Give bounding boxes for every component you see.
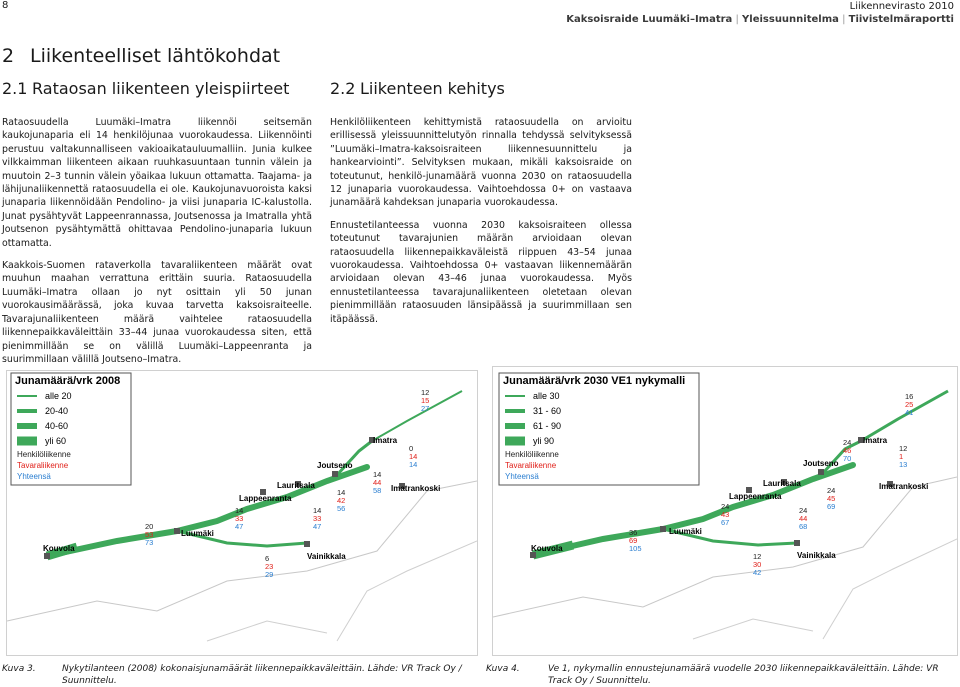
svg-text:42: 42: [753, 568, 762, 577]
svg-text:45: 45: [827, 494, 836, 503]
legend-item: 20-40: [45, 406, 69, 416]
map-title: Junamäärä/vrk 2008: [15, 375, 121, 387]
paragraph: Kaakkois-Suomen rataverkolla tavaraliikenteen määrät ovat muuhun maahan verrattuna erittäin suuria. Rataosuudella Luumäki–Imatra ollaan jo nyt osittain yli 50 junan vuorokausimäärässä, joka kuvaa tarvetta kaksoisraiteelle. Tavarajunaliikenteen määrä vaihtelee rataosuudella liikennepaikkaväleittäin 33–44 junaa vuorokaudessa siten, että pienimmillään se on välillä Luumäki–Lappeenranta ja suurimmillaan välillä Joutseno–Imatra.: [2, 260, 312, 365]
legend-passenger: Henkilöliikenne: [505, 450, 559, 459]
svg-text:46: 46: [843, 446, 852, 455]
svg-text:58: 58: [373, 486, 382, 495]
counts-kouvola-luumaki: [145, 522, 153, 547]
svg-text:41: 41: [905, 408, 914, 417]
place-label: Imatrankoski: [879, 482, 929, 491]
right-column: [330, 116, 632, 335]
place-label: Lappeenranta: [239, 494, 292, 503]
counts-joutseno-imatra: [373, 470, 381, 495]
svg-text:43: 43: [721, 510, 730, 519]
section-heading: 2 Liikenteelliset lähtökohdat: [2, 45, 281, 67]
svg-text:20: 20: [145, 522, 154, 531]
subsection-heading-right: 2.2 Liikenteen kehitys: [330, 79, 505, 98]
station-marker: [174, 528, 180, 534]
legend-item: alle 20: [45, 391, 72, 401]
legend-total: Yhteensä: [505, 472, 539, 481]
map-2030: [492, 366, 958, 656]
svg-text:12: 12: [421, 388, 430, 397]
svg-text:47: 47: [235, 522, 244, 531]
svg-text:12: 12: [899, 444, 908, 453]
svg-text:33: 33: [235, 514, 244, 523]
caption-label: Kuva 3.: [2, 664, 36, 674]
place-label: Lauritsala: [277, 481, 315, 490]
svg-text:56: 56: [337, 504, 346, 513]
counts-lauritsala-joutseno: [827, 486, 835, 511]
svg-text:27: 27: [421, 404, 430, 413]
counts-luumaki-lappeenranta: [721, 502, 729, 527]
running-header: [566, 0, 954, 26]
counts-imatra-north: [421, 388, 429, 413]
counts-lauritsala-joutseno: [337, 488, 345, 513]
place-label: Kouvola: [43, 544, 75, 553]
svg-text:0: 0: [409, 444, 414, 453]
rail-imatrankoski: [372, 391, 462, 441]
svg-text:42: 42: [337, 496, 346, 505]
svg-text:24: 24: [827, 486, 836, 495]
svg-text:6: 6: [265, 554, 270, 563]
counts-lappeenranta-lauritsala: [313, 506, 321, 531]
svg-text:47: 47: [313, 522, 322, 531]
place-label: Imatra: [863, 436, 888, 445]
counts-luumaki-lappeenranta: [235, 506, 243, 531]
place-label: Lappeenranta: [729, 492, 782, 501]
left-column: [2, 116, 312, 375]
page-number: 8: [2, 0, 9, 11]
report-subtitle: Kaksoisraide Luumäki–Imatra | Yleissuunnitelma | Tiivistelmäraportti: [566, 14, 954, 25]
place-label: Vainikkala: [307, 552, 346, 561]
place-label: Imatra: [373, 436, 398, 445]
place-label: Imatrankoski: [391, 484, 441, 493]
legend-freight: Tavaraliikenne: [505, 461, 557, 470]
subsection-heading-left: 2.1 Rataosan liikenteen yleispiirteet: [2, 79, 290, 98]
publisher: Liikennevirasto 2010: [849, 1, 954, 12]
svg-text:15: 15: [421, 396, 430, 405]
caption-2: [486, 663, 520, 675]
legend-total: Yhteensä: [17, 472, 51, 481]
map-road-line: [823, 539, 957, 639]
svg-text:24: 24: [721, 502, 730, 511]
map-2008: [6, 370, 478, 656]
legend-item: 61 - 90: [533, 421, 562, 431]
map-road-line: [693, 619, 813, 639]
caption-1: [2, 663, 36, 675]
svg-text:30: 30: [753, 560, 762, 569]
legend-item: alle 30: [533, 391, 560, 401]
counts-lappeenranta-lauritsala: [799, 506, 807, 531]
svg-text:68: 68: [799, 522, 808, 531]
svg-text:53: 53: [145, 530, 154, 539]
svg-text:29: 29: [265, 570, 274, 579]
svg-text:44: 44: [799, 514, 808, 523]
legend-item: 31 - 60: [533, 406, 562, 416]
legend-passenger: Henkilöliikenne: [17, 450, 71, 459]
svg-text:69: 69: [629, 536, 638, 545]
station-marker: [818, 469, 824, 475]
paragraph: Henkilöliikenteen kehittymistä rataosuudella on arvioitu erillisessä yleissuunnittelutyön rinnalla tehdyssä selvityksessä ”Luumäki–Imatra-kaksoisraiteen liikennesuunnittelu ja hankearviointi”. Selvityksen mukaan, mikäli kaksoisraide on toteutunut, henkilö-junamäärä vuonna 2030 on rataosuudella 12 junaparia vuorokaudessa. Vaihtoehdossa 0+ on vastaava junamäärä kahdeksan junaparia vuorokaudessa.: [330, 117, 632, 209]
svg-text:23: 23: [265, 562, 274, 571]
legend-item: 40-60: [45, 421, 69, 431]
counts-imatra-imatrankoski: [899, 444, 907, 469]
paragraph: Ennustetilanteessa vuonna 2030 kaksoisraiteen ollessa toteutunut tavarajunien määrän arvioidaan olevan rataosuudella liikennepaikkaväleistä riippuen 43–54 junaa vuorokaudessa. Vaihtoehdossa 0+ vastaavan liikennemäärän arvioidaan olevan 43–46 junaa vuorokaudessa. Myös ennustetilanteessa tavarajunaliikenteen oletetaan olevan pienimmillään rataosuuden länsipäässä ja suurimmillaan sen itäpäässä.: [330, 219, 632, 325]
map-title: Junamäärä/vrk 2030 VE1 nykymalli: [503, 375, 686, 387]
svg-text:44: 44: [373, 478, 382, 487]
svg-text:14: 14: [373, 470, 382, 479]
svg-text:70: 70: [843, 454, 852, 463]
place-label: Lauritsala: [763, 479, 801, 488]
station-marker: [44, 553, 50, 559]
svg-text:14: 14: [235, 506, 244, 515]
svg-text:105: 105: [629, 544, 642, 553]
svg-text:16: 16: [905, 392, 914, 401]
svg-text:24: 24: [843, 438, 852, 447]
place-label: Joutseno: [803, 459, 839, 468]
svg-text:14: 14: [337, 488, 346, 497]
counts-vainikkala: [753, 552, 761, 577]
legend-freight: Tavaraliikenne: [17, 461, 69, 470]
svg-text:36: 36: [629, 528, 638, 537]
place-label: Vainikkala: [797, 551, 836, 560]
svg-text:14: 14: [313, 506, 322, 515]
svg-text:13: 13: [899, 460, 908, 469]
caption-1-text: Nykytilanteen (2008) kokonaisjunamäärät liikennepaikkaväleittäin. Lähde: VR Track Oy / Suunnittelu.: [62, 664, 462, 686]
counts-joutseno-imatra: [843, 438, 851, 463]
caption-2-text: Ve 1, nykymallin ennustejunamäärä vuodelle 2030 liikennepaikkaväleittäin. Lähde: VR Track Oy / Suunnittelu.: [548, 664, 939, 686]
svg-text:73: 73: [145, 538, 154, 547]
svg-text:67: 67: [721, 518, 730, 527]
station-marker: [332, 471, 338, 477]
svg-text:14: 14: [409, 452, 418, 461]
svg-text:14: 14: [409, 460, 418, 469]
paragraph: Rataosuudella Luumäki–Imatra liikennöi seitsemän kaukojunaparia eli 14 henkilöjunaa vuorokaudessa. Liikennöinti perustuu valtakunnalliseen vakioaikatauluumalliin. Junia kulkee vilkkaimman liikenteen aikaan ruuhkasuuntaan tunnin välein ja muutoin 2–3 tunnin välein yöaikaa lukuun ottamatta. Taajama- ja lähijunaliikennettä rataosuudella ei ole. Kaukojunavuoroista kaksi junaparia liikennöidään Pendolino- ja viisi junaparia IC-kalustolla. Junat pysähtyvät Lappeenrannassa, Joutsenossa ja Imatralla yhtä Joutsenon pysähtymättä ohittavaa Pendolino-junaparia lukuun ottamatta.: [2, 117, 312, 249]
counts-vainikkala: [265, 554, 273, 579]
counts-imatra-north: [905, 392, 913, 417]
place-label: Kouvola: [531, 544, 563, 553]
svg-text:12: 12: [753, 552, 762, 561]
map-road-line: [207, 621, 327, 641]
station-marker: [304, 541, 310, 547]
svg-text:24: 24: [799, 506, 808, 515]
legend-item: yli 60: [45, 436, 67, 446]
counts-imatra-imatrankoski: [409, 444, 417, 469]
svg-text:25: 25: [905, 400, 914, 409]
svg-text:1: 1: [899, 452, 904, 461]
station-marker: [660, 526, 666, 532]
place-label: Luumäki: [669, 527, 702, 536]
legend-item: yli 90: [533, 436, 555, 446]
svg-text:69: 69: [827, 502, 836, 511]
station-marker: [794, 540, 800, 546]
place-label: Luumäki: [181, 529, 214, 538]
svg-text:33: 33: [313, 514, 322, 523]
place-label: Joutseno: [317, 461, 353, 470]
caption-label: Kuva 4.: [486, 664, 520, 674]
